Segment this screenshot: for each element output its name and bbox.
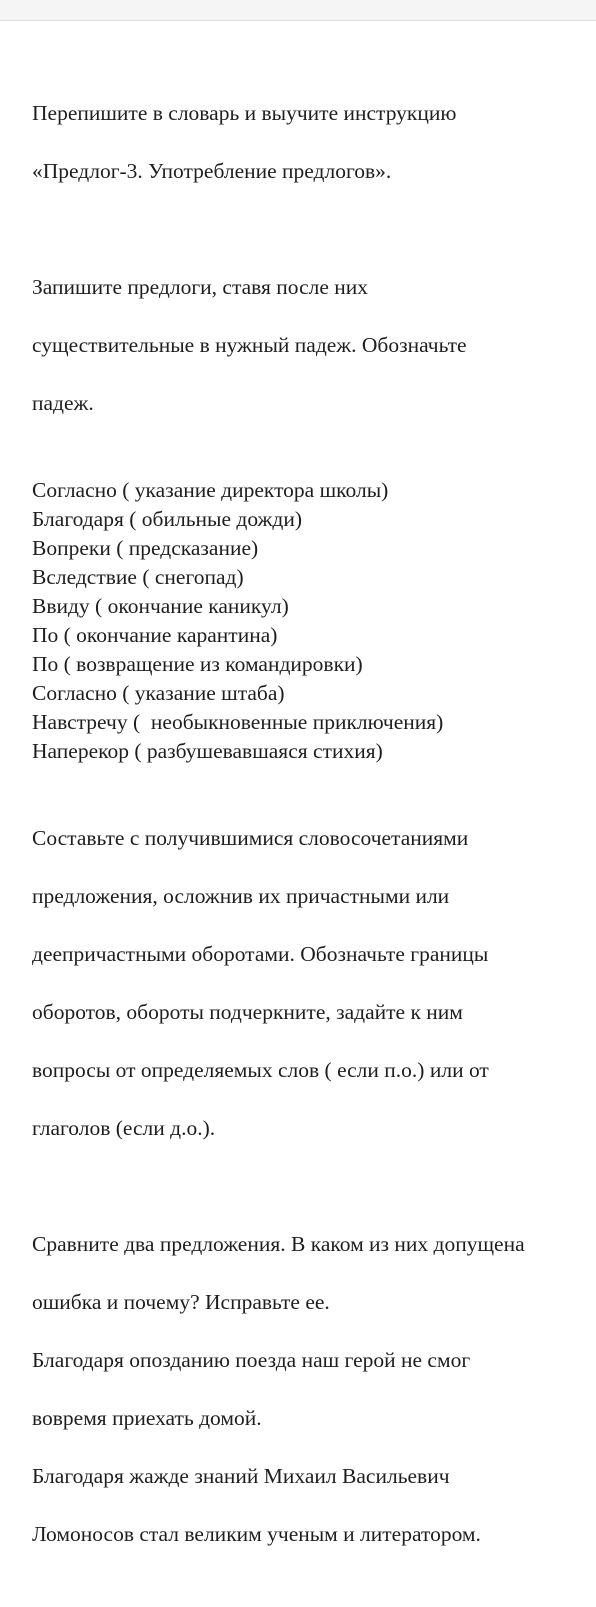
text-line: падеж. bbox=[32, 391, 94, 415]
list-item: Наперекор ( разбушевавшаяся стихия) bbox=[32, 739, 383, 763]
task3-paragraph bbox=[32, 1201, 596, 1578]
task1-paragraph bbox=[32, 244, 596, 447]
text-line: глаголов (если д.о.). bbox=[32, 1116, 216, 1140]
text-line: оборотов, обороты подчеркните, задайте к ним bbox=[32, 1000, 463, 1024]
list-item: Навстречу ( необыкновенные приключения) bbox=[32, 710, 444, 734]
list-item: Согласно ( указание штаба) bbox=[32, 681, 285, 705]
task2-paragraph bbox=[32, 795, 596, 1172]
list-item: Вследствие ( снегопад) bbox=[32, 565, 244, 589]
text-line: деепричастными оборотами. Обозначьте границы bbox=[32, 942, 489, 966]
text-line: Благодаря опозданию поезда наш герой не смог bbox=[32, 1348, 471, 1372]
text-line: Составьте с получившимися словосочетаниями bbox=[32, 826, 469, 850]
text-line: предложения, осложнив их причастными или bbox=[32, 884, 450, 908]
text-line: Благодаря жажде знаний Михаил Васильевич bbox=[32, 1464, 450, 1488]
document-page bbox=[32, 70, 596, 1607]
list-item: Вопреки ( предсказание) bbox=[32, 536, 259, 560]
text-line: «Предлог-3. Употребление предлогов». bbox=[32, 159, 392, 183]
text-line: вовремя приехать домой. bbox=[32, 1406, 262, 1430]
text-line: Сравните два предложения. В каком из них допущена bbox=[32, 1232, 525, 1256]
preposition-list bbox=[32, 476, 596, 766]
list-item: По ( окончание карантина) bbox=[32, 623, 278, 647]
list-item: Ввиду ( окончание каникул) bbox=[32, 594, 289, 618]
list-item: По ( возвращение из командировки) bbox=[32, 652, 363, 676]
text-line: Ломоносов стал великим ученым и литератором. bbox=[32, 1522, 481, 1546]
list-item: Согласно ( указание директора школы) bbox=[32, 478, 389, 502]
text-line: ошибка и почему? Исправьте ее. bbox=[32, 1290, 330, 1314]
text-line: вопросы от определяемых слов ( если п.о.) или от bbox=[32, 1058, 489, 1082]
text-line: Запишите предлоги, ставя после них bbox=[32, 275, 369, 299]
intro-paragraph bbox=[32, 70, 596, 215]
status-bar bbox=[0, 0, 596, 21]
text-line: существительные в нужный падеж. Обозначьте bbox=[32, 333, 467, 357]
text-line: Перепишите в словарь и выучите инструкцию bbox=[32, 101, 457, 125]
list-item: Благодаря ( обильные дожди) bbox=[32, 507, 302, 531]
